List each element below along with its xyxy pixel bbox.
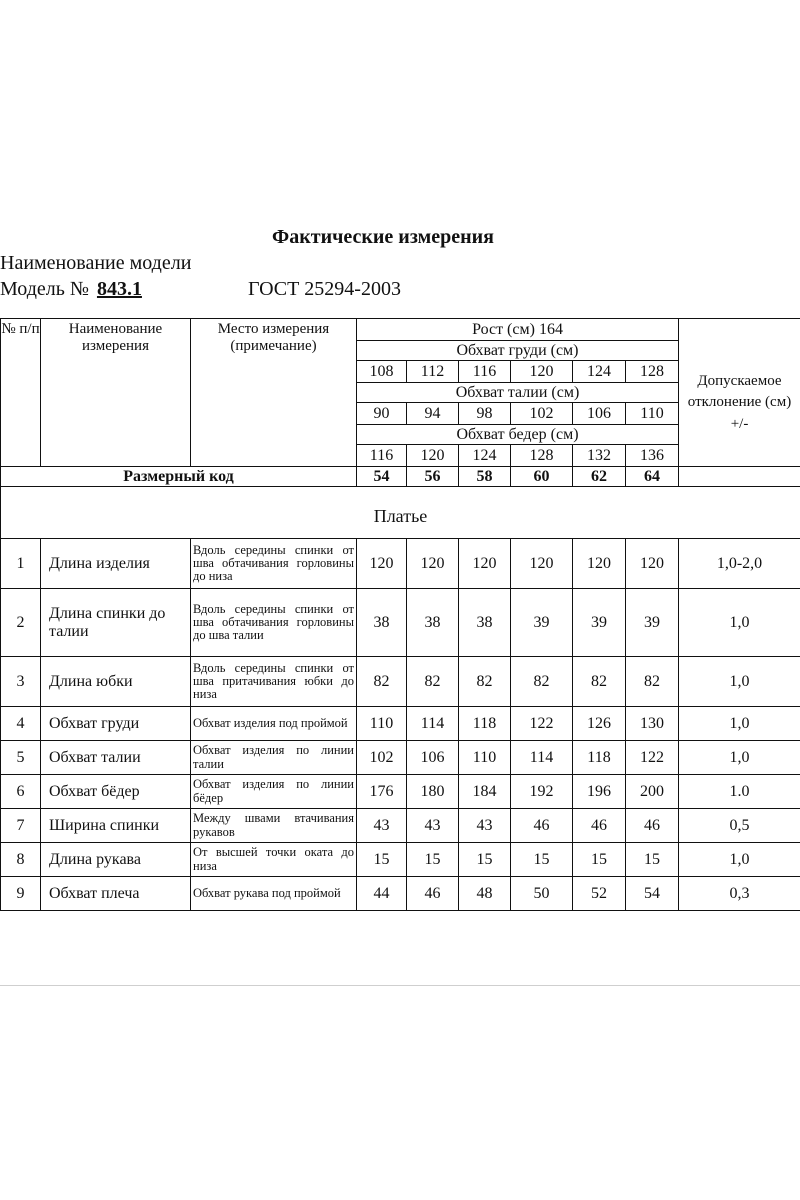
measurement-name: Обхват плеча: [41, 877, 191, 911]
hips-value: 128: [511, 445, 573, 467]
measurement-value: 46: [511, 809, 573, 843]
model-no-label: Модель №: [0, 278, 89, 300]
table-row: [1, 843, 800, 877]
measurement-value: 15: [626, 843, 679, 877]
tolerance-value: 1,0: [679, 707, 800, 741]
size-code-label: Размерный код: [1, 467, 357, 487]
waist-value: 106: [573, 403, 626, 425]
measurement-value: 200: [626, 775, 679, 809]
measurement-value: 176: [357, 775, 407, 809]
gost-standard: ГОСТ 25294-2003: [248, 278, 401, 300]
measurement-value: 122: [511, 707, 573, 741]
measurement-value: 82: [511, 657, 573, 707]
table-row: [1, 775, 800, 809]
measurement-value: 38: [357, 589, 407, 657]
measurement-note: Обхват изделия под проймой: [191, 707, 357, 741]
row-number: 9: [1, 877, 41, 911]
table-row: [1, 877, 800, 911]
measurement-value: 46: [626, 809, 679, 843]
measurement-value: 39: [573, 589, 626, 657]
table-row: [1, 539, 800, 589]
waist-value: 102: [511, 403, 573, 425]
row-number: 6: [1, 775, 41, 809]
row-number: 1: [1, 539, 41, 589]
chest-value: 112: [407, 361, 459, 383]
table-row: [1, 741, 800, 775]
row-number: 2: [1, 589, 41, 657]
chest-value: 116: [459, 361, 511, 383]
bottom-divider: [0, 985, 800, 986]
chest-value: 124: [573, 361, 626, 383]
measurement-value: 46: [407, 877, 459, 911]
measurement-value: 192: [511, 775, 573, 809]
tolerance-value: 1,0: [679, 589, 800, 657]
hips-value: 136: [626, 445, 679, 467]
measurement-name: Длина спинки до талии: [41, 589, 191, 657]
measurement-name: Длина рукава: [41, 843, 191, 877]
tolerance-value: 1.0: [679, 775, 800, 809]
row-number: 3: [1, 657, 41, 707]
waist-value: 94: [407, 403, 459, 425]
measurement-name: Длина изделия: [41, 539, 191, 589]
measurement-value: 38: [459, 589, 511, 657]
measurement-value: 120: [459, 539, 511, 589]
waist-value: 98: [459, 403, 511, 425]
header-waist-label: Обхват талии (см): [357, 383, 679, 403]
measurement-name: Длина юбки: [41, 657, 191, 707]
header-tolerance: Допускаемое отклонение (см) +/-: [679, 341, 800, 467]
tolerance-value: 0,5: [679, 809, 800, 843]
measurement-value: 122: [626, 741, 679, 775]
measurement-value: 110: [459, 741, 511, 775]
header-name: Наименование измерения: [41, 319, 191, 467]
measurement-note: Вдоль середины спинки от шва притачивания юбки до низа: [191, 657, 357, 707]
measurement-value: 118: [573, 741, 626, 775]
measurement-value: 43: [357, 809, 407, 843]
measurement-value: 46: [573, 809, 626, 843]
measurement-note: Между швами втачивания рукавов: [191, 809, 357, 843]
measurement-value: 184: [459, 775, 511, 809]
measurement-note: От высшей точки оката до низа: [191, 843, 357, 877]
waist-value: 90: [357, 403, 407, 425]
size-code-row: [1, 467, 800, 487]
measurement-value: 54: [626, 877, 679, 911]
measurement-value: 15: [573, 843, 626, 877]
header-place: Место измерения (примечание): [191, 319, 357, 467]
measurement-value: 82: [407, 657, 459, 707]
size-code: 58: [459, 467, 511, 487]
chest-value: 108: [357, 361, 407, 383]
measurement-name: Обхват бёдер: [41, 775, 191, 809]
tolerance-value: 0,3: [679, 877, 800, 911]
measurement-value: 43: [407, 809, 459, 843]
header-tolerance-top: [679, 319, 800, 341]
size-code-empty: [679, 467, 800, 487]
measurement-value: 50: [511, 877, 573, 911]
header-num: № п/п: [1, 319, 41, 467]
size-code: 60: [511, 467, 573, 487]
measurement-value: 82: [357, 657, 407, 707]
measurement-value: 39: [511, 589, 573, 657]
tolerance-value: 1,0: [679, 657, 800, 707]
model-name-label: Наименование модели: [0, 252, 192, 274]
row-number: 7: [1, 809, 41, 843]
measurement-value: 120: [511, 539, 573, 589]
waist-value: 110: [626, 403, 679, 425]
hips-value: 124: [459, 445, 511, 467]
measurement-value: 102: [357, 741, 407, 775]
measurement-name: Обхват талии: [41, 741, 191, 775]
measurement-note: Обхват рукава под проймой: [191, 877, 357, 911]
table-row: [1, 657, 800, 707]
chest-value: 128: [626, 361, 679, 383]
hips-value: 116: [357, 445, 407, 467]
size-code: 54: [357, 467, 407, 487]
measurement-value: 110: [357, 707, 407, 741]
table-row: [1, 707, 800, 741]
measurement-value: 52: [573, 877, 626, 911]
measurement-value: 15: [407, 843, 459, 877]
measurement-value: 120: [626, 539, 679, 589]
measurements-table: [0, 318, 800, 911]
measurement-value: 82: [459, 657, 511, 707]
measurement-note: Обхват изделия по линии талии: [191, 741, 357, 775]
size-code: 62: [573, 467, 626, 487]
row-number: 4: [1, 707, 41, 741]
size-code: 56: [407, 467, 459, 487]
measurement-value: 180: [407, 775, 459, 809]
model-number: 843.1: [96, 278, 142, 300]
measurement-value: 120: [357, 539, 407, 589]
row-number: 5: [1, 741, 41, 775]
tolerance-value: 1,0: [679, 843, 800, 877]
measurement-value: 82: [573, 657, 626, 707]
tolerance-value: 1,0-2,0: [679, 539, 800, 589]
measurement-value: 196: [573, 775, 626, 809]
measurement-value: 114: [407, 707, 459, 741]
measurement-note: Обхват изделия по линии бёдер: [191, 775, 357, 809]
measurement-value: 43: [459, 809, 511, 843]
measurement-value: 48: [459, 877, 511, 911]
measurement-value: 126: [573, 707, 626, 741]
measurement-value: 106: [407, 741, 459, 775]
measurement-note: Вдоль середины спинки от шва обтачивания горловины до низа: [191, 539, 357, 589]
measurement-note: Вдоль середины спинки от шва обтачивания горловины до шва талии: [191, 589, 357, 657]
header-hips-label: Обхват бедер (см): [357, 425, 679, 445]
measurement-value: 15: [459, 843, 511, 877]
tolerance-value: 1,0: [679, 741, 800, 775]
measurement-value: 130: [626, 707, 679, 741]
measurement-value: 39: [626, 589, 679, 657]
table-row: [1, 589, 800, 657]
measurement-value: 38: [407, 589, 459, 657]
section-title: Платье: [1, 487, 800, 539]
measurement-value: 15: [357, 843, 407, 877]
header-height: Рост (см) 164: [357, 319, 679, 341]
measurement-value: 120: [407, 539, 459, 589]
measurement-value: 15: [511, 843, 573, 877]
measurement-value: 82: [626, 657, 679, 707]
hips-value: 120: [407, 445, 459, 467]
measurement-name: Ширина спинки: [41, 809, 191, 843]
model-number-line: [0, 278, 401, 301]
measurement-value: 118: [459, 707, 511, 741]
size-code: 64: [626, 467, 679, 487]
hips-value: 132: [573, 445, 626, 467]
measurement-value: 120: [573, 539, 626, 589]
table-row: [1, 809, 800, 843]
measurement-name: Обхват груди: [41, 707, 191, 741]
measurement-value: 114: [511, 741, 573, 775]
chest-value: 120: [511, 361, 573, 383]
page-title: Фактические измерения: [272, 226, 494, 248]
header-chest-label: Обхват груди (см): [357, 341, 679, 361]
row-number: 8: [1, 843, 41, 877]
measurement-value: 44: [357, 877, 407, 911]
